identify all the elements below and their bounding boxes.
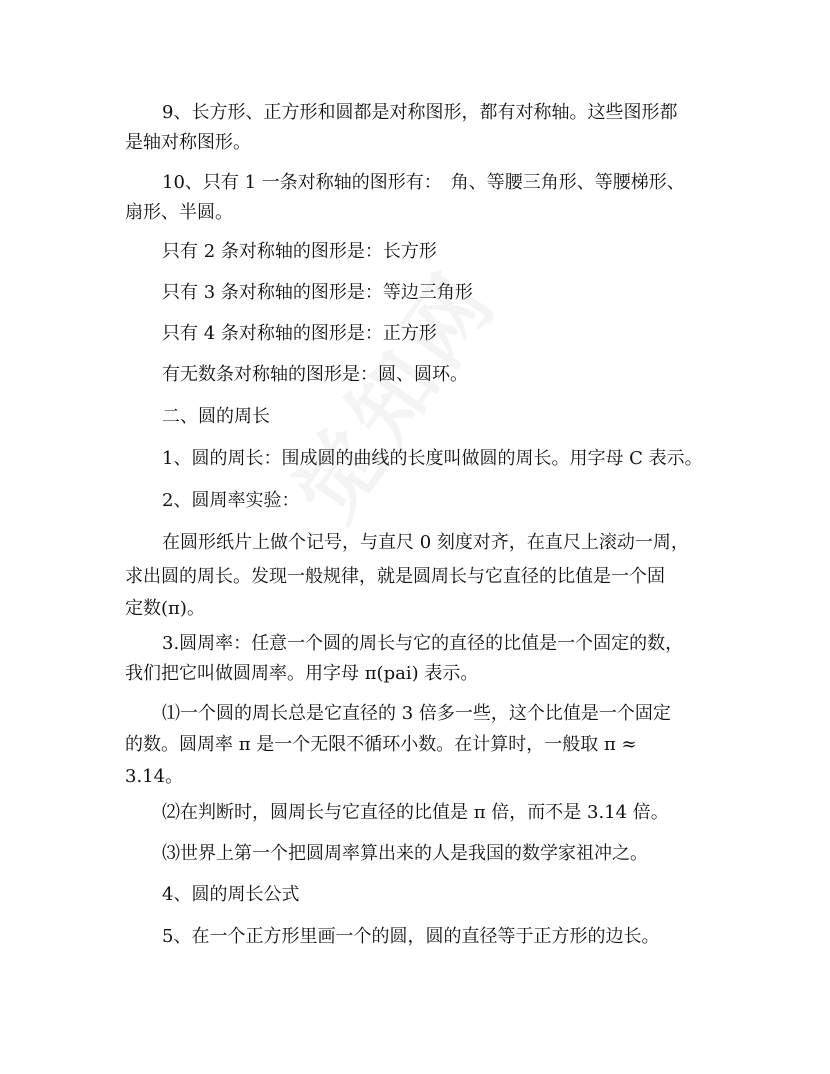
text-line: 定数(π)。 bbox=[125, 598, 205, 619]
text-line: 只有 2 条对称轴的图形是：长方形 bbox=[162, 241, 437, 262]
text-line: 有无数条对称轴的图形是：圆、圆环。 bbox=[162, 364, 468, 385]
section-heading: 二、圆的周长 bbox=[162, 406, 270, 427]
text-line: 的数。圆周率 π 是一个无限不循环小数。在计算时，一般取 π ≈ bbox=[125, 734, 637, 755]
text-line: 3.14。 bbox=[125, 766, 184, 787]
text-line: 在圆形纸片上做个记号，与直尺 0 刻度对齐，在直尺上滚动一周， bbox=[162, 532, 689, 553]
text-line: 3.圆周率：任意一个圆的周长与它的直径的比值是一个固定的数， bbox=[162, 633, 684, 654]
text-line: 1、圆的周长：围成圆的曲线的长度叫做圆的周长。用字母 C 表示。 bbox=[162, 448, 703, 469]
text-line: 只有 4 条对称轴的图形是：正方形 bbox=[162, 323, 437, 344]
text-line: 9、长方形、正方形和圆都是对称图形，都有对称轴。这些图形都 bbox=[162, 102, 678, 123]
text-line: ⑶世界上第一个把圆周率算出来的人是我国的数学家祖冲之。 bbox=[162, 843, 648, 864]
text-line: 4、圆的周长公式 bbox=[162, 884, 300, 905]
text-line: 求出圆的周长。发现一般规律，就是圆周长与它直径的比值是一个固 bbox=[125, 566, 665, 587]
text-line: 10、只有 1 一条对称轴的图形有： 角、等腰三角形、等腰梯形、 bbox=[162, 172, 685, 193]
text-line: 扇形、半圆。 bbox=[125, 202, 233, 223]
text-line: 5、在一个正方形里画一个的圆，圆的直径等于正方形的边长。 bbox=[162, 926, 660, 947]
text-line: 只有 3 条对称轴的图形是：等边三角形 bbox=[162, 282, 473, 303]
text-line: ⑵在判断时，圆周长与它直径的比值是 π 倍，而不是 3.14 倍。 bbox=[162, 802, 669, 823]
text-line: 2、圆周率实验： bbox=[162, 490, 300, 511]
text-line: 我们把它叫做圆周率。用字母 π(pai) 表示。 bbox=[125, 663, 479, 684]
text-line: 是轴对称图形。 bbox=[125, 132, 251, 153]
text-line: ⑴一个圆的周长总是它直径的 3 倍多一些，这个比值是一个固定 bbox=[162, 703, 671, 724]
